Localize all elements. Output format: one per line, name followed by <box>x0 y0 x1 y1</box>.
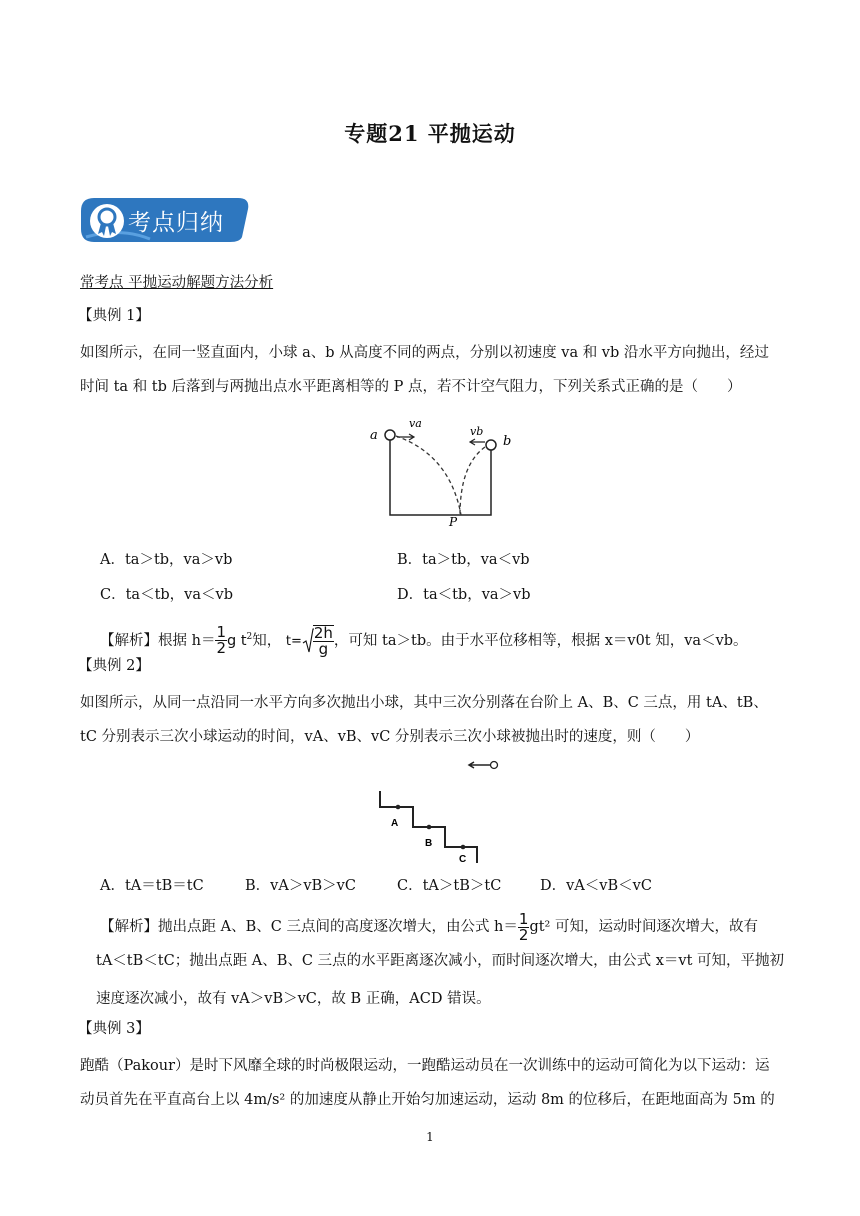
section-badge <box>80 197 250 243</box>
fig1-label-a: a <box>370 428 378 443</box>
ex2-solution-line2: tA＜tB＜tC；抛出点距 A、B、C 三点的水平距离逐次减小，而时间逐次增大，由公式 x＝vt 可知，平抛初 <box>96 953 785 969</box>
ex2-option-d: D．vA＜vB＜vC <box>540 878 652 894</box>
ex2-option-b: B．vA＞vB＞vC <box>245 878 356 894</box>
ex1-solution-text2: 知， <box>252 632 282 649</box>
formula-half-2-denominator: 2 <box>518 925 529 944</box>
ex3-question-line2: 动员首先在平直高台上以 4m/s² 的加速度从静止开始匀加速运动，运动 8m 的位移后，在距地面高为 5m 的 <box>80 1092 775 1108</box>
badge-text: 考点归纳 <box>128 210 224 236</box>
ex1-label: 【典例 1】 <box>78 308 150 324</box>
formula-half <box>215 625 227 656</box>
ex1-option-a: A．ta＞tb，va＞vb <box>100 552 233 568</box>
ex1-solution-text1: 根据 h＝ <box>158 632 216 649</box>
formula-t-eq: t= <box>285 633 302 649</box>
ex1-option-d: D．ta＜tb，va＞vb <box>397 587 531 603</box>
ex1-solution-label: 【解析】 <box>100 632 158 649</box>
page-title: 专题21 平抛运动 <box>344 121 516 146</box>
formula-exp: 2 <box>246 632 253 642</box>
fig1-label-b: b <box>503 434 512 449</box>
ex2-option-c: C．tA＞tB＞tC <box>397 878 502 894</box>
formula-gt: g t <box>227 632 247 649</box>
ex1-solution-text3: ，可知 ta＞tb。由于水平位移相等，根据 x＝v0t 知，va＜vb。 <box>333 632 748 649</box>
page-number: 1 <box>426 1130 434 1144</box>
formula-half-2-numerator: 1 <box>518 909 529 928</box>
formula-root-denominator: g <box>318 639 329 658</box>
fig2-label-a: A <box>391 818 399 829</box>
ex2-option-a: A．tA＝tB＝tC <box>100 878 204 894</box>
formula-half-denominator: 2 <box>216 639 226 658</box>
fig1-label-p: P <box>449 515 458 529</box>
formula-half-numerator: 1 <box>216 623 226 642</box>
ex2-solution-text1a: 抛出点距 A、B、C 三点间的高度逐次增大，由公式 h＝ <box>158 919 518 935</box>
fig2-label-c: C <box>459 854 467 865</box>
ex2-solution-line1 <box>100 910 758 944</box>
ex2-question-line2: tC 分别表示三次小球运动的时间，vA、vB、vC 分别表示三次小球被抛出时的速度，则（ ） <box>80 729 700 745</box>
ex1-question-line1: 如图所示，在同一竖直面内，小球 a、b 从高度不同的两点，分别以初速度 va 和 vb 沿水平方向抛出，经过 <box>80 345 769 361</box>
ex1-solution <box>100 620 748 659</box>
formula-root-numerator: 2h <box>313 623 333 642</box>
formula-root <box>313 625 334 657</box>
ex2-question-line1: 如图所示，从同一点沿同一水平方向多次抛出小球，其中三次分别落在台阶上 A、B、C 三点，用 tA、tB、 <box>80 695 768 711</box>
ex1-option-b: B．ta＞tb，va＜vb <box>397 552 530 568</box>
ex2-figure <box>370 755 510 870</box>
section-heading: 常考点 平抛运动解题方法分析 <box>80 275 274 291</box>
ex3-label: 【典例 3】 <box>78 1021 150 1037</box>
fig1-label-va: va <box>409 417 422 430</box>
ex2-solution-label: 【解析】 <box>100 919 158 935</box>
fig2-label-b: B <box>425 838 433 849</box>
ex1-figure <box>360 415 530 530</box>
ex2-solution-line3: 速度逐次减小，故有 vA＞vB＞vC，故 B 正确，ACD 错误。 <box>96 991 491 1007</box>
fig1-label-vb: vb <box>470 425 484 438</box>
formula-half-2 <box>518 909 530 944</box>
ex2-label: 【典例 2】 <box>78 658 150 674</box>
ex1-option-c: C．ta＜tb，va＜vb <box>100 587 233 603</box>
ex2-solution-text1b: gt² 可知，运动时间逐次增大，故有 <box>529 919 758 935</box>
ex3-question-line1: 跑酷（Pakour）是时下风靡全球的时尚极限运动，一跑酷运动员在一次训练中的运动可简化为以下运动：运 <box>80 1058 770 1074</box>
award-icon <box>89 203 125 239</box>
ex1-question-line2: 时间 ta 和 tb 后落到与两抛出点水平距离相等的 P 点，若不计空气阻力，下列关系式正确的是（ ） <box>80 379 742 395</box>
